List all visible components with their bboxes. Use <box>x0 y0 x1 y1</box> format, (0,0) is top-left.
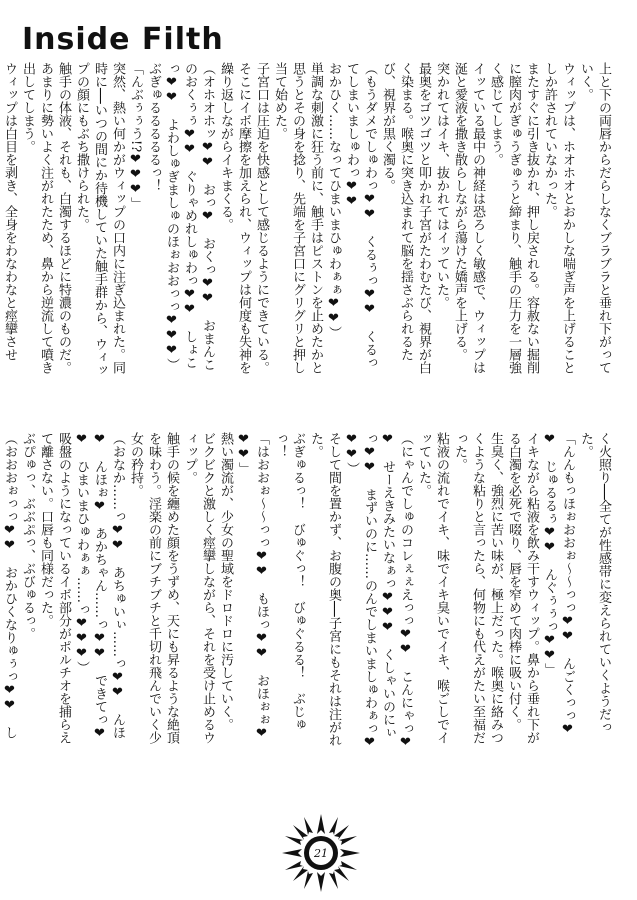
paragraph: ぶぎゅるっ！ びゅぐっ！ びゅぐるる！ ぶじゅっ！ <box>272 432 305 731</box>
paragraph: 触手の体液、それも、白濁するほどに特濃のものだ。あまりに勢いよく注がれたため、鼻から逆流して噴き出してしまう。 <box>20 62 71 374</box>
paragraph: イキながら粘液を飲み干すウィップ。鼻から垂れ下がる白濁を必死で啜り、唇を窄めて肉棒に吸い付く。 <box>506 432 539 744</box>
paragraph: く火照り──全てが性感帯に変えられていくようだった。 <box>578 432 611 734</box>
paragraph: ぶぴゅっ、ぶぶぷっ、ぶびゅるっ。 <box>20 432 35 640</box>
paragraph: 子宮口は圧迫を快感として感じるようにできている。そこにイボ摩擦を加えられ、ウィップは何度も失神を繰り返しながらイキまくる。 <box>218 62 269 374</box>
upper-text-block <box>2 62 612 380</box>
paragraph: そして間を置かず、お腹の奥──子宮にもそれは注がれた。 <box>308 432 341 747</box>
paragraph: （おおおぉっっ❤❤ おかひくなりゅぅっ❤❤ し <box>2 432 17 739</box>
paragraph: 触手の候を纏めた顔をうずめ、天にも昇るような絶頂を味わう。淫楽の前にブチブチと千切れ飛んでいく少女の矜持。 <box>128 432 179 744</box>
paragraph: （にゃんでしゅのコレぇぇえっっ❤❤ こんにゃっ❤❤ せーえきみたいなぁっ❤❤❤ くしゃいのにぃっ❤❤ まずいのに……のんでしまいましゅわぁっ❤❤❤） <box>344 432 413 750</box>
paragraph: 生臭く、強烈に苦い味が、極上だった。喉奥に絡みつくような粘りと言ったら、何物にも代えがたい至福だった。 <box>452 432 503 744</box>
paragraph: 「はおおぉ～～っっ❤❤ もほっ❤❤ おほぉぉ❤❤❤」 <box>236 432 269 741</box>
page-title: Inside Filth <box>22 22 224 57</box>
paragraph: またすぐに引き抜かれ、押し戻される。容赦ない掘削に膣肉がぎゅうぎゅうと締まり、触手の圧力を一層強く感じてしまう。 <box>488 62 539 374</box>
paragraph: 突然、熱い何かがウィップの口内に注ぎ込まれた。同時に──いつの間にか待機していた触手群から、ウィップの顔にもぶち撒けられた。 <box>74 62 125 377</box>
paragraph: 熱い濁流が、少女の聖域をドロドロに汚していく。 <box>218 432 233 731</box>
paragraph: 単調な刺激に狂う前に、触手はピストンを止めたかと思うとその身を捻り、先端を子宮口にグリグリと押し当て始めた。 <box>272 62 323 374</box>
paragraph: 吸盤のようになっているイボ部分がポルチオを捕らえて離さない。口唇も同様だった。 <box>38 432 71 744</box>
paragraph: 上と下の両唇からだらしなくブラブラと垂れ下がっていく。 <box>578 62 611 374</box>
paragraph: 最奥をゴツゴツと叩かれ子宮がたわむたび、視界が白く染まる。喉奥に突き込まれて脳を揺さぶられるたび、視界が黒く濁る。 <box>380 62 431 374</box>
paragraph: おかひく……なってひまいまひゅわぁぁ❤❤） <box>326 62 341 339</box>
page-number-ornament <box>280 812 362 894</box>
paragraph: 粘液の流れでイキ、味でイキ臭いでイキ、喉ごしでイッていた。 <box>416 432 449 744</box>
paragraph: （オホオホッ❤❤ おっ❤ おくっ❤❤ おまんこのおくぅぅ❤❤ ぐりゃめれしゅわっ❤❤ しょこっ❤❤ よわしゅぎましゅのほぉおおっっ❤❤❤） <box>164 62 215 371</box>
paragraph: 突かれてはイキ、抜かれてはイッていた。 <box>434 62 449 309</box>
paragraph: 「んぶぅぅう!?❤❤❤」 <box>128 62 143 211</box>
lower-text-block <box>2 432 612 750</box>
paragraph: ウィップは、ホオホオとおかしな喘ぎ声を上げることしか許されていなかった。 <box>542 62 575 374</box>
paragraph: （もうダメでしゅわっ❤❤ くるぅっ❤❤ くるってしまいましゅわっ❤❤ <box>344 62 377 369</box>
paragraph: （おなか……っ❤❤ あちゅいぃ……っ❤❤ んほ❤ んほぉ❤ あかちゃん……っ❤❤ できてっ❤❤ ひまいまひゅわぁぁ……っ❤❤❤） <box>74 432 125 741</box>
paragraph: ウィップは白目を剥き、全身をわなわなと痙攣させ <box>2 62 17 361</box>
paragraph: 「んんもっほぉおおぉ～～っっ❤❤ んごくっっ❤❤ じゅるるぅ❤❤ んぐぅぅっ❤❤」 <box>542 432 575 737</box>
page-number: 21 <box>314 846 328 860</box>
paragraph: イッている最中の神経は恐ろしく敏感で、ウィップは涎と愛液を撒き散らしながら蕩けた嬌声を上げる。 <box>452 62 485 374</box>
paragraph: ビクビクと激しく痙攣しながら、それを受け止めるウィップ。 <box>182 432 215 744</box>
paragraph: ぶぎゅるるるるるっ！ <box>146 62 161 192</box>
